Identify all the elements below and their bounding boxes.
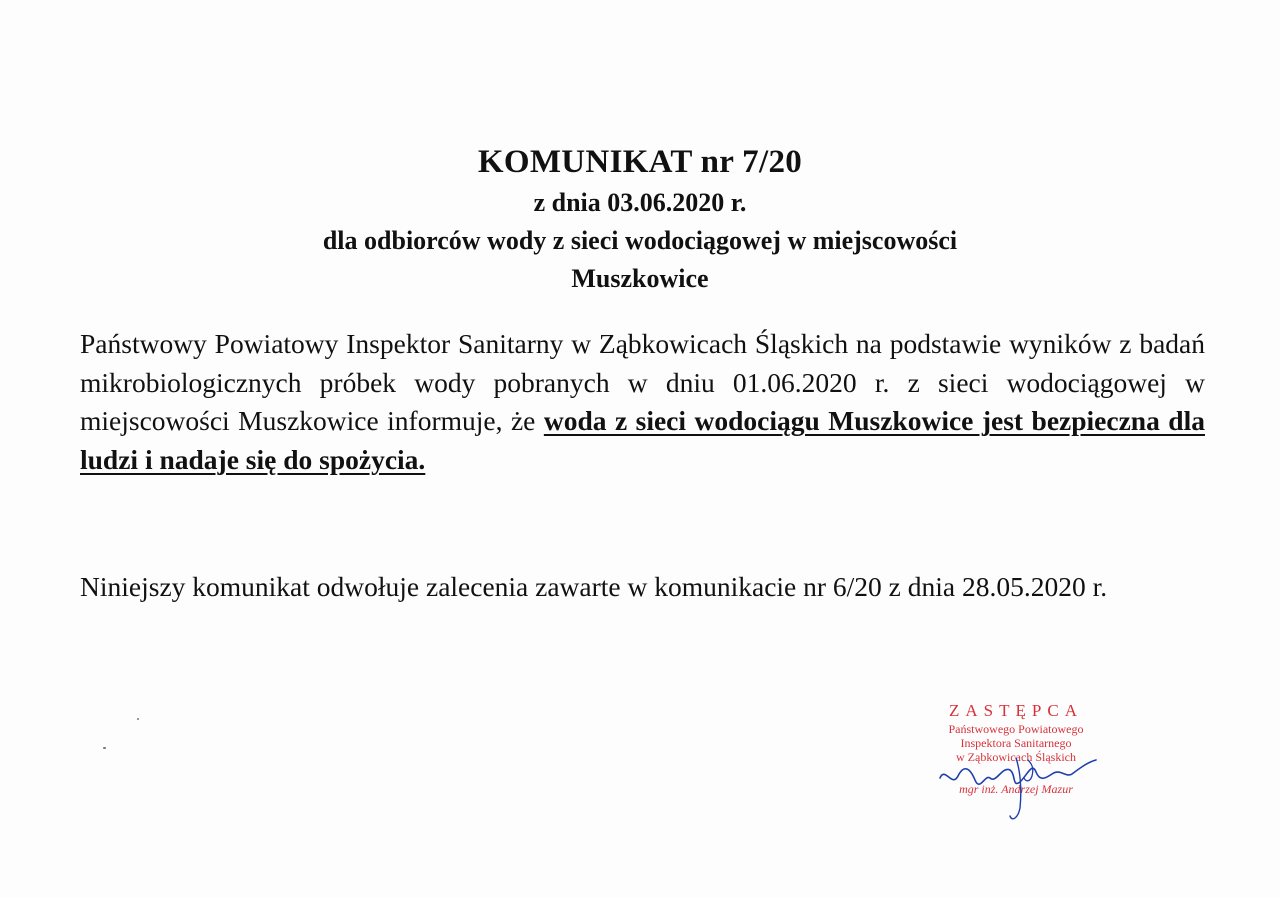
stamp-signatory-name: mgr inż. Andrzej Mazur bbox=[959, 782, 1073, 796]
scan-speck bbox=[103, 747, 106, 749]
document-date: z dnia 03.06.2020 r. bbox=[533, 188, 747, 217]
revocation-paragraph: Niniejszy komunikat odwołuje zalecenia zawarte w komunikacie nr 6/20 z dnia 28.05.2020 r. bbox=[80, 571, 1108, 602]
document-header bbox=[0, 140, 1280, 298]
document-title: KOMUNIKAT nr 7/20 bbox=[477, 144, 803, 180]
stamp-line-2: Inspektora Sanitarnego bbox=[960, 736, 1072, 750]
stamp-line-1: Państwowego Powiatowego bbox=[948, 722, 1084, 736]
locality-name: Muszkowice bbox=[571, 264, 709, 293]
water-safe-statement: woda z sieci wodociągu Muszkowice jest bezpieczna dla ludzi i nadaje się do spożycia. bbox=[80, 405, 1205, 475]
announcement-intro: Państwowy Powiatowy Inspektor Sanitarny w Ząbkowicach Śląskich na podstawie wyników z badań mikrobiologicznych próbek wody pobranych w dniu 01.06.2020 r. z sieci wodociągowej w miejscowości Muszkowice informuje, że bbox=[80, 328, 1205, 436]
scan-speck bbox=[137, 718, 139, 720]
stamp-title: ZASTĘPCA bbox=[949, 701, 1083, 720]
handwritten-signature bbox=[920, 748, 1110, 828]
stamp-line-3: w Ząbkowicach Śląskich bbox=[956, 750, 1076, 764]
recipients-line: dla odbiorców wody z sieci wodociągowej w miejscowości bbox=[322, 226, 958, 255]
announcement-paragraph bbox=[80, 325, 1205, 479]
